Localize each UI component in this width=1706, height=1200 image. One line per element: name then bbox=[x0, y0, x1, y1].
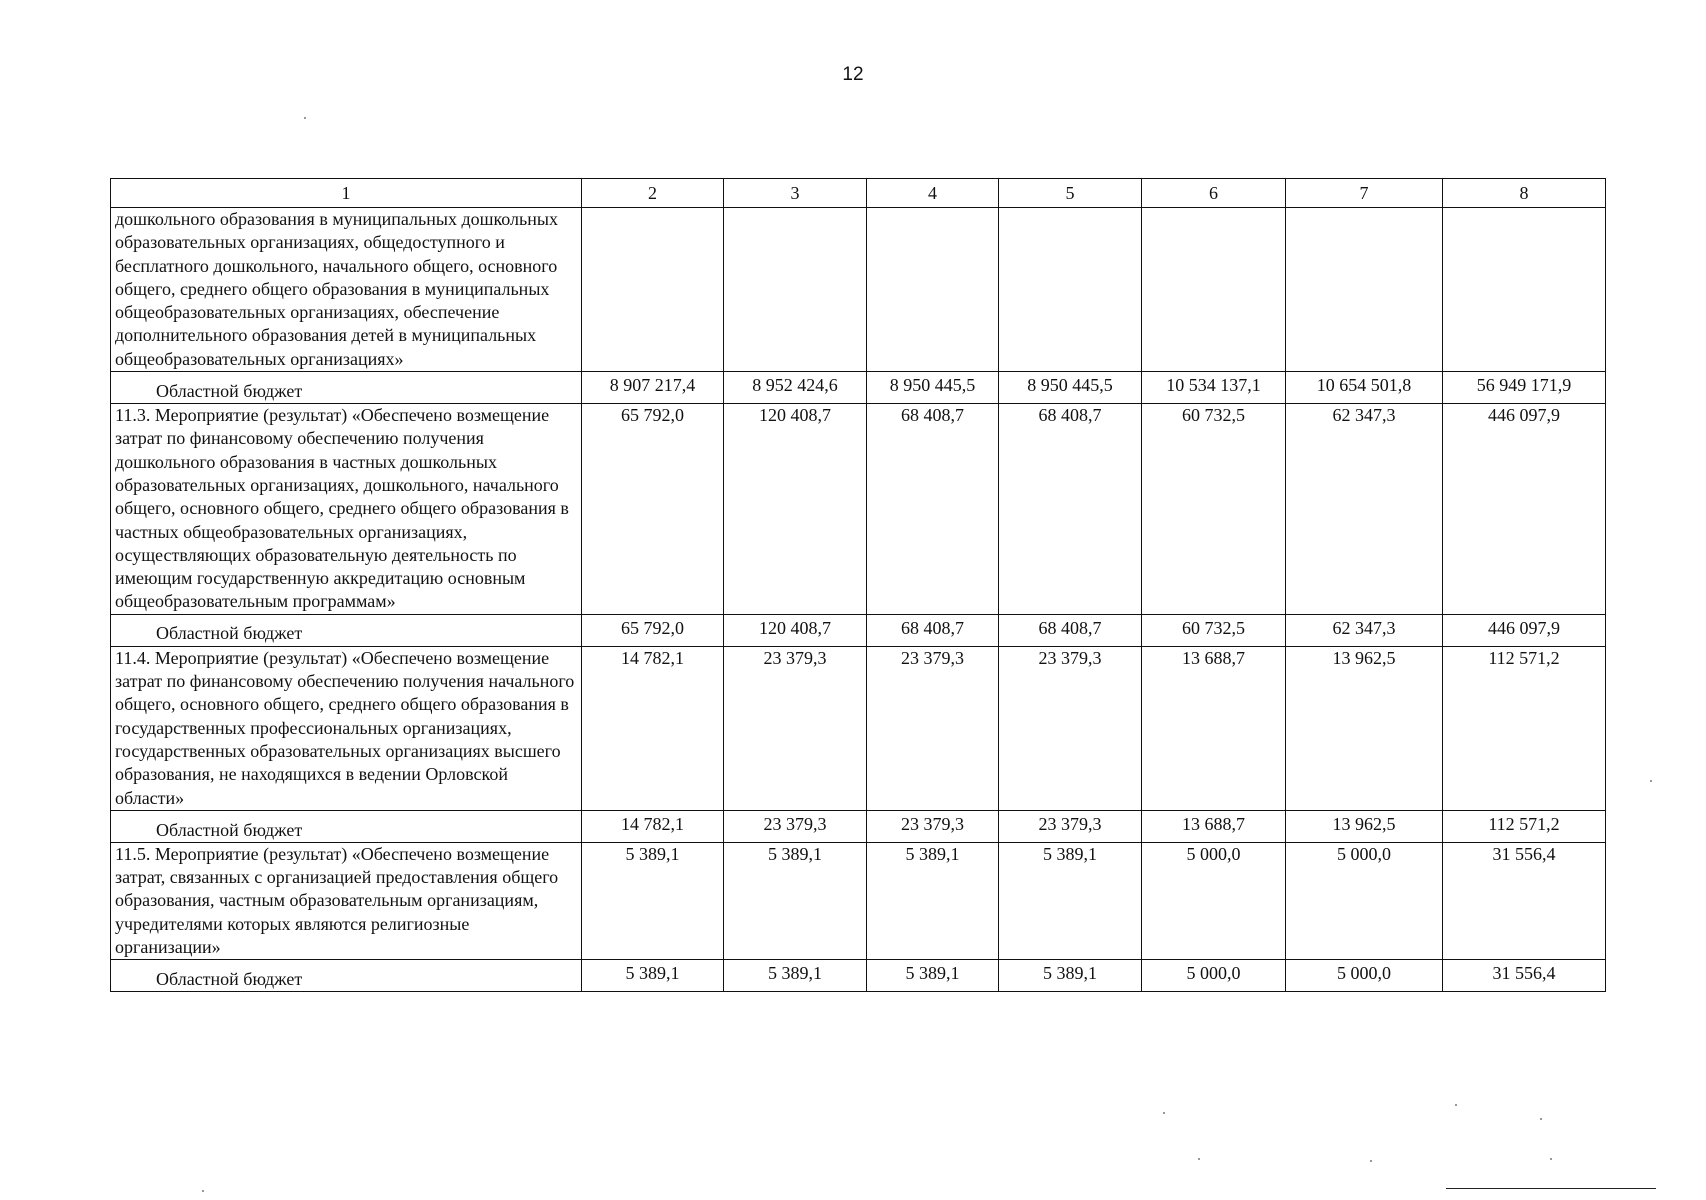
scan-speck bbox=[1198, 1158, 1200, 1160]
amount-cell bbox=[1142, 208, 1286, 372]
scan-speck bbox=[1540, 1118, 1542, 1120]
activity-description: 11.5. Мероприятие (результат) «Обеспечено возмещение затрат, связанных с организацией предоставления общего образования, частным образовательным организациям, учредителями которых являются религиозные организации» bbox=[111, 842, 582, 959]
amount-cell: 120 408,7 bbox=[724, 614, 867, 646]
amount-cell: 112 571,2 bbox=[1443, 810, 1606, 842]
amount-cell bbox=[1443, 208, 1606, 372]
amount-cell: 10 534 137,1 bbox=[1142, 372, 1286, 404]
amount-cell: 23 379,3 bbox=[724, 810, 867, 842]
amount-cell: 31 556,4 bbox=[1443, 842, 1606, 959]
column-header: 6 bbox=[1142, 179, 1286, 208]
amount-cell: 68 408,7 bbox=[999, 614, 1142, 646]
budget-source-label: Областной бюджет bbox=[111, 960, 582, 992]
column-header: 4 bbox=[867, 179, 999, 208]
amount-cell: 13 688,7 bbox=[1142, 646, 1286, 810]
amount-cell: 5 389,1 bbox=[724, 960, 867, 992]
budget-subtotal-row bbox=[111, 372, 1606, 404]
amount-cell: 5 389,1 bbox=[999, 960, 1142, 992]
amount-cell: 65 792,0 bbox=[582, 404, 724, 615]
amount-cell: 5 389,1 bbox=[582, 842, 724, 959]
column-header: 8 bbox=[1443, 179, 1606, 208]
amount-cell bbox=[724, 208, 867, 372]
activity-row bbox=[111, 404, 1606, 615]
amount-cell: 23 379,3 bbox=[999, 810, 1142, 842]
activity-row bbox=[111, 208, 1606, 372]
table-header-row bbox=[111, 179, 1606, 208]
scan-speck bbox=[1370, 1160, 1372, 1162]
amount-cell: 120 408,7 bbox=[724, 404, 867, 615]
amount-cell: 68 408,7 bbox=[867, 614, 999, 646]
amount-cell: 5 000,0 bbox=[1286, 960, 1443, 992]
scan-speck bbox=[1163, 1112, 1165, 1114]
scan-speck bbox=[1550, 1158, 1552, 1160]
budget-subtotal-row bbox=[111, 614, 1606, 646]
activity-description: 11.4. Мероприятие (результат) «Обеспечено возмещение затрат по финансовому обеспечению получения начального общего, основного общего, среднего общего образования в государственных профессиональных организациях, государственных образовательных организациях высшего образования, не находящихся в ведении Орловской области» bbox=[111, 646, 582, 810]
activity-description: 11.3. Мероприятие (результат) «Обеспечено возмещение затрат по финансовому обеспечению получения дошкольного образования в частных дошкольных образовательных организациях, дошкольного, начального общего, основного общего, среднего общего образования в частных общеобразовательных организациях, осуществляющих образовательную деятельность по имеющим государственную аккредитацию основным общеобразовательным программам» bbox=[111, 404, 582, 615]
amount-cell: 60 732,5 bbox=[1142, 614, 1286, 646]
column-header: 3 bbox=[724, 179, 867, 208]
amount-cell: 5 389,1 bbox=[867, 960, 999, 992]
amount-cell: 68 408,7 bbox=[867, 404, 999, 615]
amount-cell: 5 000,0 bbox=[1142, 842, 1286, 959]
amount-cell: 446 097,9 bbox=[1443, 614, 1606, 646]
column-header: 2 bbox=[582, 179, 724, 208]
amount-cell: 68 408,7 bbox=[999, 404, 1142, 615]
column-header: 7 bbox=[1286, 179, 1443, 208]
budget-source-label: Областной бюджет bbox=[111, 614, 582, 646]
budget-source-label: Областной бюджет bbox=[111, 810, 582, 842]
activity-description: дошкольного образования в муниципальных дошкольных образовательных организациях, общедоступного и бесплатного дошкольного, начального общего, основного общего, среднего общего образования в муниципальных общеобразовательных организациях, обеспечение дополнительного образования детей в муниципальных общеобразовательных организациях» bbox=[111, 208, 582, 372]
budget-table bbox=[110, 178, 1606, 992]
amount-cell: 13 962,5 bbox=[1286, 646, 1443, 810]
budget-source-label: Областной бюджет bbox=[111, 372, 582, 404]
amount-cell: 13 962,5 bbox=[1286, 810, 1443, 842]
activity-row bbox=[111, 842, 1606, 959]
budget-subtotal-row bbox=[111, 810, 1606, 842]
column-header: 5 bbox=[999, 179, 1142, 208]
footer-rule bbox=[1446, 1188, 1656, 1189]
amount-cell: 23 379,3 bbox=[999, 646, 1142, 810]
amount-cell: 62 347,3 bbox=[1286, 614, 1443, 646]
amount-cell: 8 950 445,5 bbox=[999, 372, 1142, 404]
amount-cell: 14 782,1 bbox=[582, 646, 724, 810]
scan-speck bbox=[304, 117, 306, 119]
scan-speck bbox=[1650, 780, 1652, 782]
amount-cell: 13 688,7 bbox=[1142, 810, 1286, 842]
amount-cell bbox=[867, 208, 999, 372]
amount-cell bbox=[999, 208, 1142, 372]
page-number: 12 bbox=[842, 64, 864, 85]
amount-cell: 446 097,9 bbox=[1443, 404, 1606, 615]
amount-cell: 10 654 501,8 bbox=[1286, 372, 1443, 404]
amount-cell: 56 949 171,9 bbox=[1443, 372, 1606, 404]
amount-cell: 60 732,5 bbox=[1142, 404, 1286, 615]
amount-cell: 5 389,1 bbox=[999, 842, 1142, 959]
scan-speck bbox=[1455, 1104, 1457, 1106]
amount-cell bbox=[582, 208, 724, 372]
amount-cell: 5 389,1 bbox=[582, 960, 724, 992]
amount-cell: 23 379,3 bbox=[867, 646, 999, 810]
amount-cell: 62 347,3 bbox=[1286, 404, 1443, 615]
amount-cell: 5 000,0 bbox=[1286, 842, 1443, 959]
amount-cell: 31 556,4 bbox=[1443, 960, 1606, 992]
table-body bbox=[111, 179, 1606, 992]
amount-cell: 8 907 217,4 bbox=[582, 372, 724, 404]
activity-row bbox=[111, 646, 1606, 810]
amount-cell: 8 952 424,6 bbox=[724, 372, 867, 404]
amount-cell: 112 571,2 bbox=[1443, 646, 1606, 810]
amount-cell: 14 782,1 bbox=[582, 810, 724, 842]
amount-cell: 8 950 445,5 bbox=[867, 372, 999, 404]
amount-cell: 23 379,3 bbox=[867, 810, 999, 842]
amount-cell: 5 389,1 bbox=[867, 842, 999, 959]
amount-cell: 5 389,1 bbox=[724, 842, 867, 959]
amount-cell: 65 792,0 bbox=[582, 614, 724, 646]
scan-speck bbox=[202, 1190, 204, 1192]
amount-cell: 23 379,3 bbox=[724, 646, 867, 810]
amount-cell: 5 000,0 bbox=[1142, 960, 1286, 992]
column-header: 1 bbox=[111, 179, 582, 208]
budget-subtotal-row bbox=[111, 960, 1606, 992]
amount-cell bbox=[1286, 208, 1443, 372]
